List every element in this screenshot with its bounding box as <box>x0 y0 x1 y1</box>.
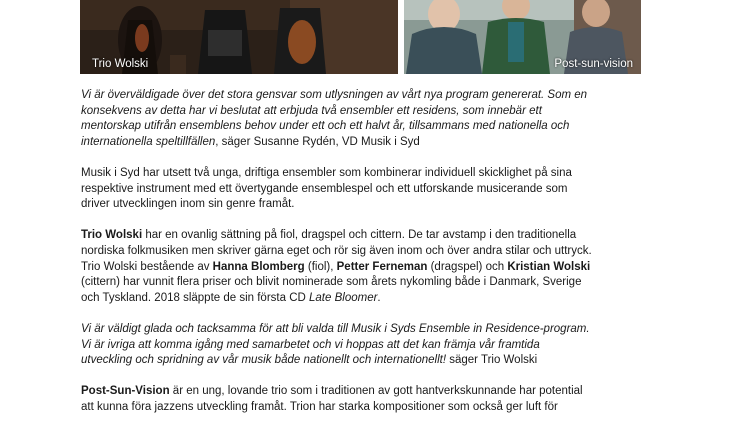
line: Vi är ivriga att komma igång med samarbetet och vi hoppas att det kan främja vår framtida <box>81 338 540 351</box>
member-name: Petter Ferneman <box>336 260 428 273</box>
attribution: , säger Susanne Rydén, VD Musik i Syd <box>215 135 420 148</box>
paragraph-quote-intro <box>81 88 649 150</box>
line <box>81 228 649 244</box>
line: respektive instrument med ett övertygande ensemblespel och ett utforskande musicerande som <box>81 182 568 195</box>
line: driver utvecklingen inom sin genre framåt. <box>81 198 295 211</box>
line: (cittern) har vunnit flera priser och blivit nominerade som årets nykomling både i Danmark, Sverige <box>81 276 582 289</box>
caption-post-sun-vision: Post-sun-vision <box>554 58 633 70</box>
caption-trio-wolski: Trio Wolski <box>92 58 149 70</box>
line <box>81 384 649 400</box>
line: mentorskap utifrån ensemblens behov under ett och ett halvt år, tillsammans med nationella och <box>81 120 570 133</box>
line <box>81 291 649 307</box>
line-text: Trio Wolski bestående av <box>81 260 213 273</box>
member-name: Hanna Blomberg <box>212 260 305 273</box>
article-body <box>81 88 649 431</box>
line-text: (dragspel) och <box>427 260 508 273</box>
line: nordiska folkmusiken men skriver gärna eget och rör sig även inom och över andra stilar och uttryck. <box>81 244 592 257</box>
line-text: är en ung, lovande trio som i traditionen av gott hantverkskunnande har potential <box>169 385 583 398</box>
photo-trio-wolski <box>80 0 398 74</box>
paragraph-trio-wolski <box>81 228 649 306</box>
quote-end: internationella speltillfällen <box>81 135 216 148</box>
quote-end: utveckling och spridning av vår musik både nationellt och internationellt! <box>81 354 447 367</box>
line <box>81 353 649 369</box>
album-title: Late Bloomer <box>309 291 378 304</box>
line <box>81 135 649 151</box>
line: Musik i Syd har utsett två unga, driftiga ensembler som kombinerar individuell skicklighet på sina <box>81 166 572 179</box>
ensemble-name: Trio Wolski <box>81 229 143 242</box>
member-name: Kristian Wolski <box>507 260 591 273</box>
line-text: och Tyskland. 2018 släppte de sin första CD <box>81 291 310 304</box>
attribution: säger Trio Wolski <box>446 354 538 367</box>
paragraph-trio-quote <box>81 322 649 369</box>
photo-strip <box>80 0 641 74</box>
line <box>81 260 649 276</box>
line: att kunna föra jazzens utveckling framåt. Trion har starka kompositioner som också ger luft för <box>81 400 558 413</box>
line: konsekvens av detta har vi beslutat att erbjuda två ensembler ett residens, som innebär ett <box>81 104 542 117</box>
line: Vi är väldigt glada och tacksamma för att bli valda till Musik i Syds Ensemble in Residence-program. <box>81 322 590 335</box>
photo-post-sun-vision <box>404 0 641 74</box>
paragraph-post-sun-vision <box>81 384 649 415</box>
line-text: (fiol), <box>304 260 337 273</box>
paragraph-selection <box>81 166 649 213</box>
ensemble-name: Post-Sun-Vision <box>81 385 170 398</box>
line-text: . <box>377 291 381 304</box>
line: Vi är överväldigade över det stora gensvar som utlysningen av vårt nya program genererat. Som en <box>81 89 588 101</box>
line-text: har en ovanlig sättning på fiol, dragspel och cittern. De tar avstamp i den traditionella <box>142 229 577 242</box>
